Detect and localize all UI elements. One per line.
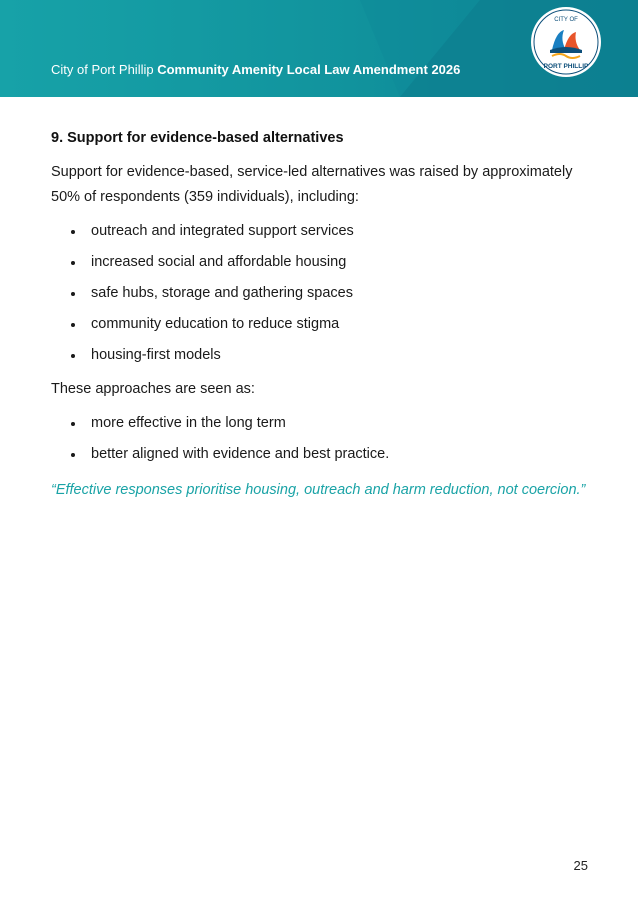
title-prefix: City of Port Phillip bbox=[51, 62, 158, 77]
respondent-quote: “Effective responses prioritise housing, outreach and harm reduction, not coercion.” bbox=[51, 482, 586, 498]
approaches-list bbox=[51, 408, 591, 470]
logo-text-bottom: PORT PHILLIP bbox=[543, 63, 589, 70]
intro-paragraph: Support for evidence-based, service-led alternatives was raised by approximately 50% of respondents (359 individuals), including: bbox=[51, 164, 573, 205]
list-item: housing-first models bbox=[51, 340, 591, 371]
list-item: increased social and affordable housing bbox=[51, 247, 591, 278]
list-item: outreach and integrated support services bbox=[51, 216, 591, 247]
page-content bbox=[51, 130, 591, 503]
city-logo bbox=[530, 6, 602, 78]
alternatives-list bbox=[51, 216, 591, 371]
section-heading: 9. Support for evidence-based alternatives bbox=[51, 130, 344, 146]
title-strong: Community Amenity Local Law Amendment 2026 bbox=[157, 62, 461, 77]
follow-up-paragraph: These approaches are seen as: bbox=[51, 381, 255, 397]
page-number: 25 bbox=[573, 858, 588, 873]
list-item: better aligned with evidence and best practice. bbox=[51, 439, 591, 470]
list-item: community education to reduce stigma bbox=[51, 309, 591, 340]
page-header bbox=[0, 0, 638, 97]
document-title bbox=[51, 62, 460, 77]
list-item: more effective in the long term bbox=[51, 408, 591, 439]
list-item: safe hubs, storage and gathering spaces bbox=[51, 278, 591, 309]
logo-text-top: CITY OF bbox=[554, 17, 578, 23]
